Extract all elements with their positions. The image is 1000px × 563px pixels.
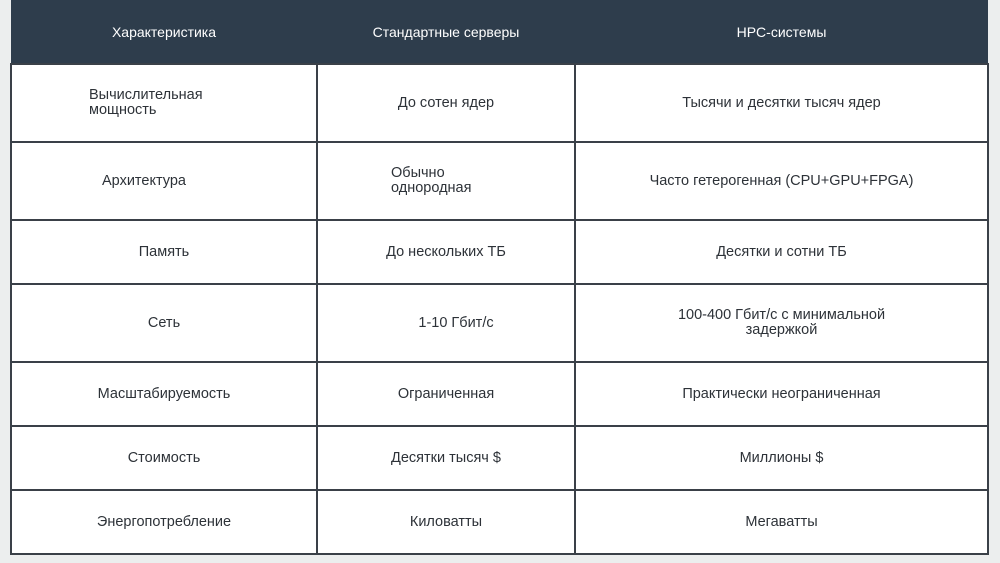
feature-text: Память — [138, 243, 190, 260]
feature-text: Архитектура — [102, 172, 186, 189]
hpc-text: Миллионы $ — [739, 449, 824, 466]
table-row — [11, 220, 988, 284]
hpc-text: 100-400 Гбит/с с минимальной задержкой — [677, 307, 886, 338]
standard-text: До нескольких ТБ — [386, 243, 506, 260]
hpc-text: Десятки и сотни ТБ — [716, 243, 847, 260]
feature-cell — [11, 64, 317, 142]
standard-text: Киловатты — [409, 513, 483, 530]
hpc-cell — [575, 490, 988, 554]
table-row — [11, 362, 988, 426]
standard-cell — [317, 490, 575, 554]
feature-cell — [11, 426, 317, 490]
hpc-text: Часто гетерогенная (CPU+GPU+FPGA) — [649, 172, 914, 189]
feature-cell — [11, 142, 317, 220]
feature-text: Энергопотребление — [96, 513, 232, 530]
standard-cell — [317, 284, 575, 362]
feature-text: Масштабируемость — [97, 385, 231, 402]
standard-cell — [317, 362, 575, 426]
feature-text: Стоимость — [127, 449, 201, 466]
standard-text: Ограниченная — [397, 385, 495, 402]
hpc-text: Тысячи и десятки тысяч ядер — [682, 94, 881, 111]
hpc-cell — [575, 142, 988, 220]
feature-cell — [11, 284, 317, 362]
table-row — [11, 142, 988, 220]
header-feature: Характеристика — [11, 0, 317, 64]
standard-cell — [317, 220, 575, 284]
standard-cell — [317, 142, 575, 220]
standard-cell — [317, 426, 575, 490]
header-standard-servers: Стандартные серверы — [317, 0, 575, 64]
table-row — [11, 426, 988, 490]
hpc-text: Практически неограниченная — [682, 385, 881, 402]
standard-text: Обычно однородная — [391, 165, 472, 196]
feature-cell — [11, 490, 317, 554]
table-body — [11, 64, 988, 554]
header-hpc-systems: HPC-системы — [575, 0, 988, 64]
standard-text: Десятки тысяч $ — [391, 449, 501, 466]
standard-text: До сотен ядер — [397, 94, 495, 111]
table-row — [11, 284, 988, 362]
hpc-cell — [575, 426, 988, 490]
standard-cell — [317, 64, 575, 142]
table-row — [11, 64, 988, 142]
feature-cell — [11, 362, 317, 426]
hpc-cell — [575, 64, 988, 142]
feature-cell — [11, 220, 317, 284]
feature-text: Сеть — [147, 314, 181, 331]
hpc-cell — [575, 362, 988, 426]
hpc-cell — [575, 284, 988, 362]
hpc-text: Мегаватты — [745, 513, 818, 530]
standard-text: 1-10 Гбит/с — [418, 314, 494, 331]
hpc-cell — [575, 220, 988, 284]
header-row — [11, 0, 988, 64]
feature-text: Вычислительная мощность — [89, 87, 203, 118]
table-header — [11, 0, 988, 64]
comparison-table — [10, 0, 989, 555]
table-row — [11, 490, 988, 554]
